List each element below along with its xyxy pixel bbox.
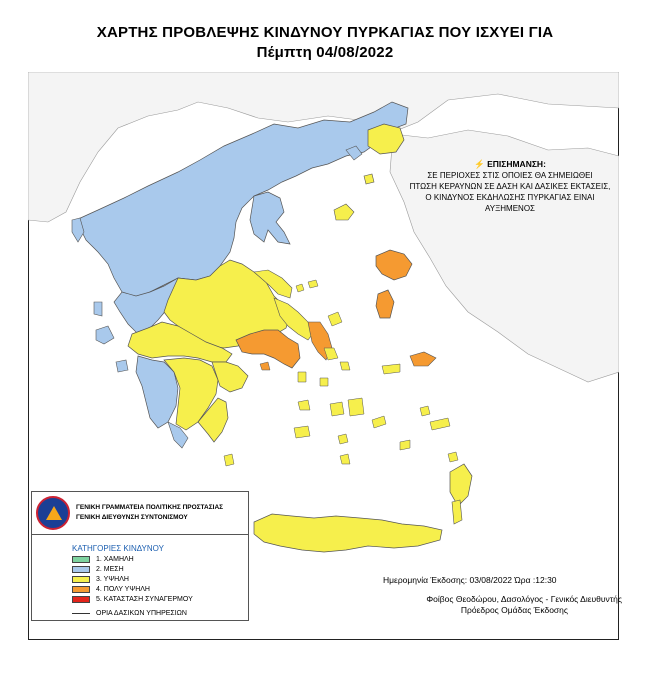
island-rhodes [450,464,472,506]
lightning-icon: ⚡ [474,159,485,169]
island-crete [254,514,442,552]
island-chios [376,290,394,318]
island-salamina [260,362,270,370]
island-skopelos [308,280,318,288]
island-kos [430,418,450,430]
island-syros [320,378,328,386]
island-karpathos [452,500,462,524]
island-serifos [298,400,310,410]
island-lesvos [376,250,412,280]
map-title: ΧΑΡΤΗΣ ΠΡΟΒΛΕΨΗΣ ΚΙΝΔΥΝΟΥ ΠΥΡΚΑΓΙΑΣ ΠΟΥ ΙΣΧΥΕΙ ΓΙΑ [96,24,554,41]
region-chalkidiki [250,192,290,244]
author-line-1: Φοίβος Θεοδώρου, Δασολόγος - Γενικός Διευθυντής [426,594,622,604]
island-tinos [340,362,350,370]
legend-item-alarm: 5. ΚΑΤΑΣΤΑΣΗ ΣΥΝΑΓΕΡΜΟΥ [72,596,193,603]
region-argolida [212,362,248,392]
island-skyros [328,312,342,326]
island-skiathos [296,284,304,292]
island-kea [298,372,306,382]
legend-item-very-high: 4. ΠΟΛΥ ΥΨΗΛΗ [72,586,150,593]
author-line-2: Πρόεδρος Ομάδας Έκδοσης [460,605,568,615]
island-paros [330,402,344,416]
island-lefkada [94,302,102,316]
swatch-medium [72,566,90,573]
island-ikaria [382,364,400,374]
legend-boundary: ΟΡΙΑ ΔΑΣΙΚΩΝ ΥΠΗΡΕΣΙΩΝ [72,610,187,617]
island-samos [410,352,436,366]
org-line-2: ΓΕΝΙΚΗ ΔΙΕΥΘΥΝΣΗ ΣΥΝΤΟΝΙΣΜΟΥ [76,514,188,521]
island-ios [338,434,348,444]
swatch-high [72,576,90,583]
org-line-1: ΓΕΝΙΚΗ ΓΡΑΜΜΑΤΕΙΑ ΠΟΛΙΤΙΚΗΣ ΠΡΟΣΤΑΣΙΑΣ [76,504,224,511]
issue-date: Ημερομηνία Έκδοσης: 03/08/2022 Ώρα :12:30 [383,575,557,585]
warning-line-2: ΠΤΩΣΗ ΚΕΡΑΥΝΩΝ ΣΕ ΔΑΣΗ ΚΑΙ ΔΑΣΙΚΕΣ ΕΚΤΑΣΕΙΣ, [409,182,611,191]
island-naxos [348,398,364,416]
island-zakynthos [116,360,128,372]
warning-title: ⚡ ΕΠΙΣΗΜΑΝΣΗ: [474,159,546,169]
island-lemnos [334,204,354,220]
island-santorini [340,454,350,464]
warning-box [400,159,620,214]
island-astypalea [400,440,410,450]
island-milos [294,426,310,438]
legend-header [32,492,248,535]
civil-protection-seal-icon [36,496,70,530]
warning-line-3: Ο ΚΙΝΔΥΝΟΣ ΕΚΔΗΛΩΣΗΣ ΠΥΡΚΑΓΙΑΣ ΕΙΝΑΙ ΑΥΞΗΜΕΝΟΣ [425,193,595,213]
island-amorgos [372,416,386,428]
swatch-low [72,556,90,563]
swatch-very-high [72,586,90,593]
legend-item-medium: 2. ΜΕΣΗ [72,566,124,573]
categories-title: ΚΑΤΗΓΟΡΙΕΣ ΚΙΝΔΥΝΟΥ [72,544,164,553]
legend-item-high: 3. ΥΨΗΛΗ [72,576,129,583]
map-date: Πέμπτη 04/08/2022 [256,44,394,61]
warning-line-1: ΣΕ ΠΕΡΙΟΧΕΣ ΣΤΙΣ ΟΠΟΙΕΣ ΘΑ ΣΗΜΕΙΩΘΕΙ [427,171,593,180]
legend-item-low: 1. ΧΑΜΗΛΗ [72,556,134,563]
island-kalymnos [420,406,430,416]
island-tilos [448,452,458,462]
island-kythira [224,454,234,466]
island-kefalonia [96,326,114,344]
island-samothraki [364,174,374,184]
